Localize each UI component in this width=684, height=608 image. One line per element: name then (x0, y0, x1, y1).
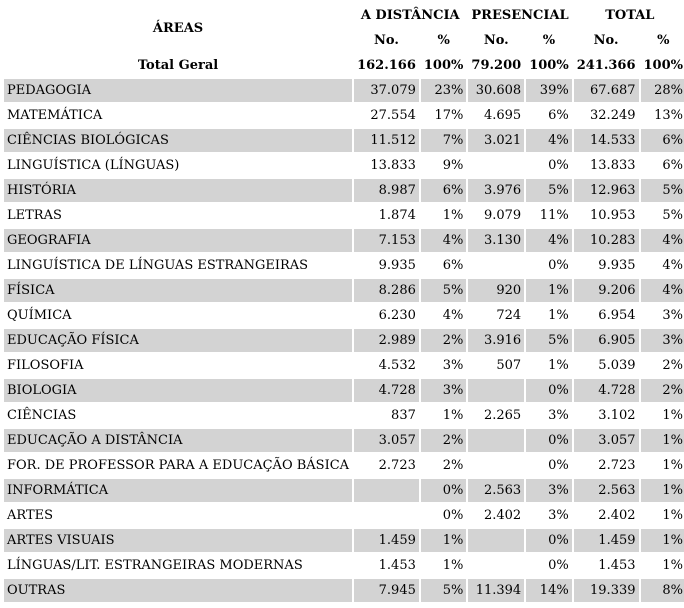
tot-no-cell: 1.453 (598, 558, 636, 573)
tot-pct-cell: 8% (641, 579, 684, 602)
dist-no-cell: 7.153 (354, 229, 419, 252)
dist-pct-cell: 0% (442, 508, 464, 523)
pres-pct-cell: 4% (526, 129, 572, 152)
table-row (4, 379, 684, 402)
tot-pct-cell: 1% (641, 429, 684, 452)
table-row (4, 279, 684, 302)
area-cell: EDUCAÇÃO A DISTÂNCIA (4, 429, 352, 452)
tot-no-cell: 19.339 (574, 579, 639, 602)
tot-no-cell: 6.905 (574, 329, 639, 352)
tot-pct-cell: 4% (641, 279, 684, 302)
pres-pct-cell: 6% (548, 108, 569, 123)
dist-no-cell: 37.079 (354, 79, 419, 102)
dist-pct-cell: 9% (442, 158, 464, 173)
area-cell: QUÍMICA (7, 308, 72, 323)
pres-pct-cell: 1% (548, 358, 569, 373)
pres-no-cell: 4.695 (483, 108, 522, 123)
tot-pct-cell: 1% (641, 479, 684, 502)
area-cell: MATEMÁTICA (7, 108, 103, 123)
table-row (4, 329, 684, 352)
pres-no-cell (468, 254, 524, 277)
pres-pct-cell: 3% (548, 508, 569, 523)
table-body (4, 79, 684, 602)
dist-no-cell: 1.459 (354, 529, 419, 552)
dist-no-cell: 11.512 (354, 129, 419, 152)
tot-pct-cell: 13% (654, 108, 684, 123)
dist-pct-cell: 5% (421, 579, 467, 602)
dist-pct-cell: 6% (421, 179, 467, 202)
pres-pct-cell: 0% (548, 458, 569, 473)
tot-no-cell: 1.459 (574, 529, 639, 552)
table-row (4, 579, 684, 602)
presencial-header: PRESENCIAL (471, 8, 569, 23)
tot-no-cell: 3.057 (574, 429, 639, 452)
pres-no-cell: 920 (468, 279, 524, 302)
tot-pct-cell: 3% (662, 308, 684, 323)
pres-no-cell (468, 379, 524, 402)
tot-no-cell: 32.249 (590, 108, 636, 123)
dist-no-cell: 7.945 (354, 579, 419, 602)
tot-pct-cell: 1% (662, 558, 684, 573)
pres-pct-cell: 3% (548, 408, 569, 423)
pres-no-cell: 11.394 (468, 579, 524, 602)
area-cell: HISTÓRIA (4, 179, 352, 202)
pres-pct-cell: 1% (526, 279, 572, 302)
pres-no-cell: 30.608 (468, 79, 524, 102)
tot-no-cell: 67.687 (574, 79, 639, 102)
area-cell: FOR. DE PROFESSOR PARA A EDUCAÇÃO BÁSICA (7, 458, 350, 473)
total-pres-no: 79.200 (471, 58, 522, 73)
table-row (4, 479, 684, 502)
area-cell: FILOSOFIA (7, 358, 84, 373)
table-row (4, 229, 684, 252)
tot-pct-header: % (657, 33, 670, 48)
tot-no-cell: 10.283 (574, 229, 639, 252)
dist-pct-cell: 4% (442, 308, 464, 323)
area-cell: LÍNGUAS/LIT. ESTRANGEIRAS MODERNAS (7, 558, 303, 573)
dist-no-cell: 1.874 (378, 208, 416, 223)
dist-pct-cell: 1% (442, 208, 464, 223)
area-cell: BIOLOGIA (4, 379, 352, 402)
tot-no-cell: 5.039 (598, 358, 636, 373)
pres-pct-cell: 1% (548, 308, 569, 323)
dist-no-cell: 2.723 (378, 458, 416, 473)
dist-no-cell (354, 479, 419, 502)
pres-pct-cell: 0% (526, 429, 572, 452)
tot-pct-cell: 6% (662, 158, 684, 173)
table-row (4, 79, 684, 102)
table-row (4, 504, 684, 527)
dist-pct-cell: 1% (442, 558, 464, 573)
dist-no-cell: 8.286 (354, 279, 419, 302)
table-row (4, 454, 684, 477)
total-tot-no: 241.366 (576, 58, 636, 73)
dist-pct-cell: 1% (421, 529, 467, 552)
area-cell: LETRAS (7, 208, 62, 223)
dist-no-cell: 8.987 (354, 179, 419, 202)
pres-pct-cell: 14% (526, 579, 572, 602)
total-header: TOTAL (605, 8, 655, 23)
pres-no-cell (468, 529, 524, 552)
total-tot-pct: 100% (643, 58, 684, 73)
area-cell: OUTRAS (4, 579, 352, 602)
total-pres-pct: 100% (529, 58, 569, 73)
tot-no-cell: 2.563 (574, 479, 639, 502)
pres-pct-cell: 11% (539, 208, 569, 223)
area-cell: ARTES VISUAIS (4, 529, 352, 552)
area-cell: EDUCAÇÃO FÍSICA (4, 329, 352, 352)
table-row (4, 129, 684, 152)
pres-no-header: No. (483, 33, 509, 48)
tot-pct-cell: 6% (641, 129, 684, 152)
tot-no-cell: 9.206 (574, 279, 639, 302)
dist-no-cell: 837 (391, 408, 416, 423)
tot-pct-cell: 4% (641, 229, 684, 252)
dist-pct-cell: 7% (421, 129, 467, 152)
dist-pct-cell: 17% (434, 108, 464, 123)
pres-no-cell: 3.021 (468, 129, 524, 152)
pres-no-cell: 9.079 (483, 208, 522, 223)
pres-no-cell (468, 554, 524, 577)
pres-pct-header: % (542, 33, 556, 48)
pres-no-cell (468, 429, 524, 452)
pres-no-cell: 2.402 (483, 508, 522, 523)
dist-pct-cell: 1% (442, 408, 464, 423)
dist-pct-cell: 2% (421, 429, 467, 452)
tot-pct-cell: 2% (641, 379, 684, 402)
pres-no-cell: 2.563 (468, 479, 524, 502)
table-row (4, 179, 684, 202)
tot-no-cell: 13.833 (590, 158, 636, 173)
area-cell: CIÊNCIAS BIOLÓGICAS (4, 129, 352, 152)
tot-pct-cell: 1% (662, 508, 684, 523)
tot-no-header: No. (593, 33, 619, 48)
tot-pct-cell: 5% (662, 208, 684, 223)
dist-pct-cell: 4% (421, 229, 467, 252)
dist-no-cell: 27.554 (370, 108, 416, 123)
dist-pct-cell: 3% (421, 379, 467, 402)
tot-pct-cell: 4% (662, 258, 684, 273)
dist-pct-cell: 0% (421, 479, 467, 502)
table-row (4, 529, 684, 552)
area-cell: GEOGRAFIA (4, 229, 352, 252)
dist-no-cell: 13.833 (370, 158, 416, 173)
pres-no-cell: 3.976 (468, 179, 524, 202)
area-cell: FÍSICA (4, 279, 352, 302)
tot-no-cell: 14.533 (574, 129, 639, 152)
total-geral-row (4, 54, 684, 77)
dist-no-cell: 6.230 (378, 308, 416, 323)
tot-no-cell: 6.954 (598, 308, 636, 323)
tot-no-cell: 3.102 (598, 408, 636, 423)
dist-no-cell: 4.532 (378, 358, 416, 373)
dist-no-cell: 2.989 (354, 329, 419, 352)
pres-no-cell (468, 154, 524, 177)
dist-no-cell: 4.728 (354, 379, 419, 402)
pres-no-cell: 724 (496, 308, 522, 323)
tot-no-cell: 2.723 (598, 458, 636, 473)
pres-no-cell: 507 (496, 358, 522, 373)
header-row-groups (4, 4, 684, 27)
tot-pct-cell: 1% (662, 408, 684, 423)
pres-no-cell: 3.916 (468, 329, 524, 352)
tot-no-cell: 2.402 (598, 508, 636, 523)
pres-pct-cell: 3% (526, 479, 572, 502)
dist-pct-cell: 3% (442, 358, 464, 373)
pres-pct-cell: 0% (548, 558, 569, 573)
pres-pct-cell: 0% (526, 529, 572, 552)
table-row (4, 104, 684, 127)
tot-no-cell: 9.935 (598, 258, 636, 273)
pres-pct-cell: 0% (548, 158, 569, 173)
dist-pct-cell: 2% (421, 329, 467, 352)
tot-pct-cell: 2% (662, 358, 684, 373)
dist-no-cell: 3.057 (354, 429, 419, 452)
table-row (4, 429, 684, 452)
pres-pct-cell: 39% (526, 79, 572, 102)
table-row (4, 404, 684, 427)
dist-pct-header: % (437, 33, 450, 48)
total-dist-pct: 100% (423, 58, 464, 73)
total-label: Total Geral (137, 58, 219, 73)
pres-pct-cell: 0% (548, 258, 569, 273)
dist-no-cell: 9.935 (378, 258, 416, 273)
pres-no-cell: 2.265 (483, 408, 522, 423)
dist-no-header: No. (374, 33, 399, 48)
total-dist-no: 162.166 (357, 58, 416, 73)
dist-pct-cell: 5% (421, 279, 467, 302)
area-cell: CIÊNCIAS (7, 408, 77, 423)
area-cell: LINGUÍSTICA DE LÍNGUAS ESTRANGEIRAS (7, 258, 309, 273)
pres-no-cell: 3.130 (468, 229, 524, 252)
table-row (4, 204, 684, 227)
table-row (4, 304, 684, 327)
dist-pct-cell: 23% (421, 79, 467, 102)
tot-no-cell: 4.728 (574, 379, 639, 402)
dist-no-cell (354, 504, 419, 527)
table-row (4, 554, 684, 577)
dist-no-cell: 1.453 (378, 558, 416, 573)
area-cell: ARTES (7, 508, 54, 523)
tot-pct-cell: 28% (641, 79, 684, 102)
tot-pct-cell: 5% (641, 179, 684, 202)
area-cell: LINGUÍSTICA (LÍNGUAS) (7, 158, 180, 173)
table-row (4, 154, 684, 177)
table-row (4, 254, 684, 277)
tot-pct-cell: 1% (641, 529, 684, 552)
pres-pct-cell: 0% (526, 379, 572, 402)
areas-header: ÁREAS (152, 20, 204, 36)
pres-no-cell (468, 454, 524, 477)
tot-pct-cell: 1% (662, 458, 684, 473)
distancia-header: A DISTÂNCIA (360, 8, 460, 23)
table-row (4, 354, 684, 377)
tot-no-cell: 12.963 (574, 179, 639, 202)
dist-pct-cell: 6% (442, 258, 464, 273)
pres-pct-cell: 5% (526, 329, 572, 352)
area-cell: INFORMÁTICA (4, 479, 352, 502)
tot-pct-cell: 3% (641, 329, 684, 352)
pres-pct-cell: 5% (526, 179, 572, 202)
area-cell: PEDAGOGIA (4, 79, 352, 102)
tot-no-cell: 10.953 (590, 208, 636, 223)
enrollment-table (2, 2, 684, 604)
dist-pct-cell: 2% (442, 458, 464, 473)
pres-pct-cell: 4% (526, 229, 572, 252)
